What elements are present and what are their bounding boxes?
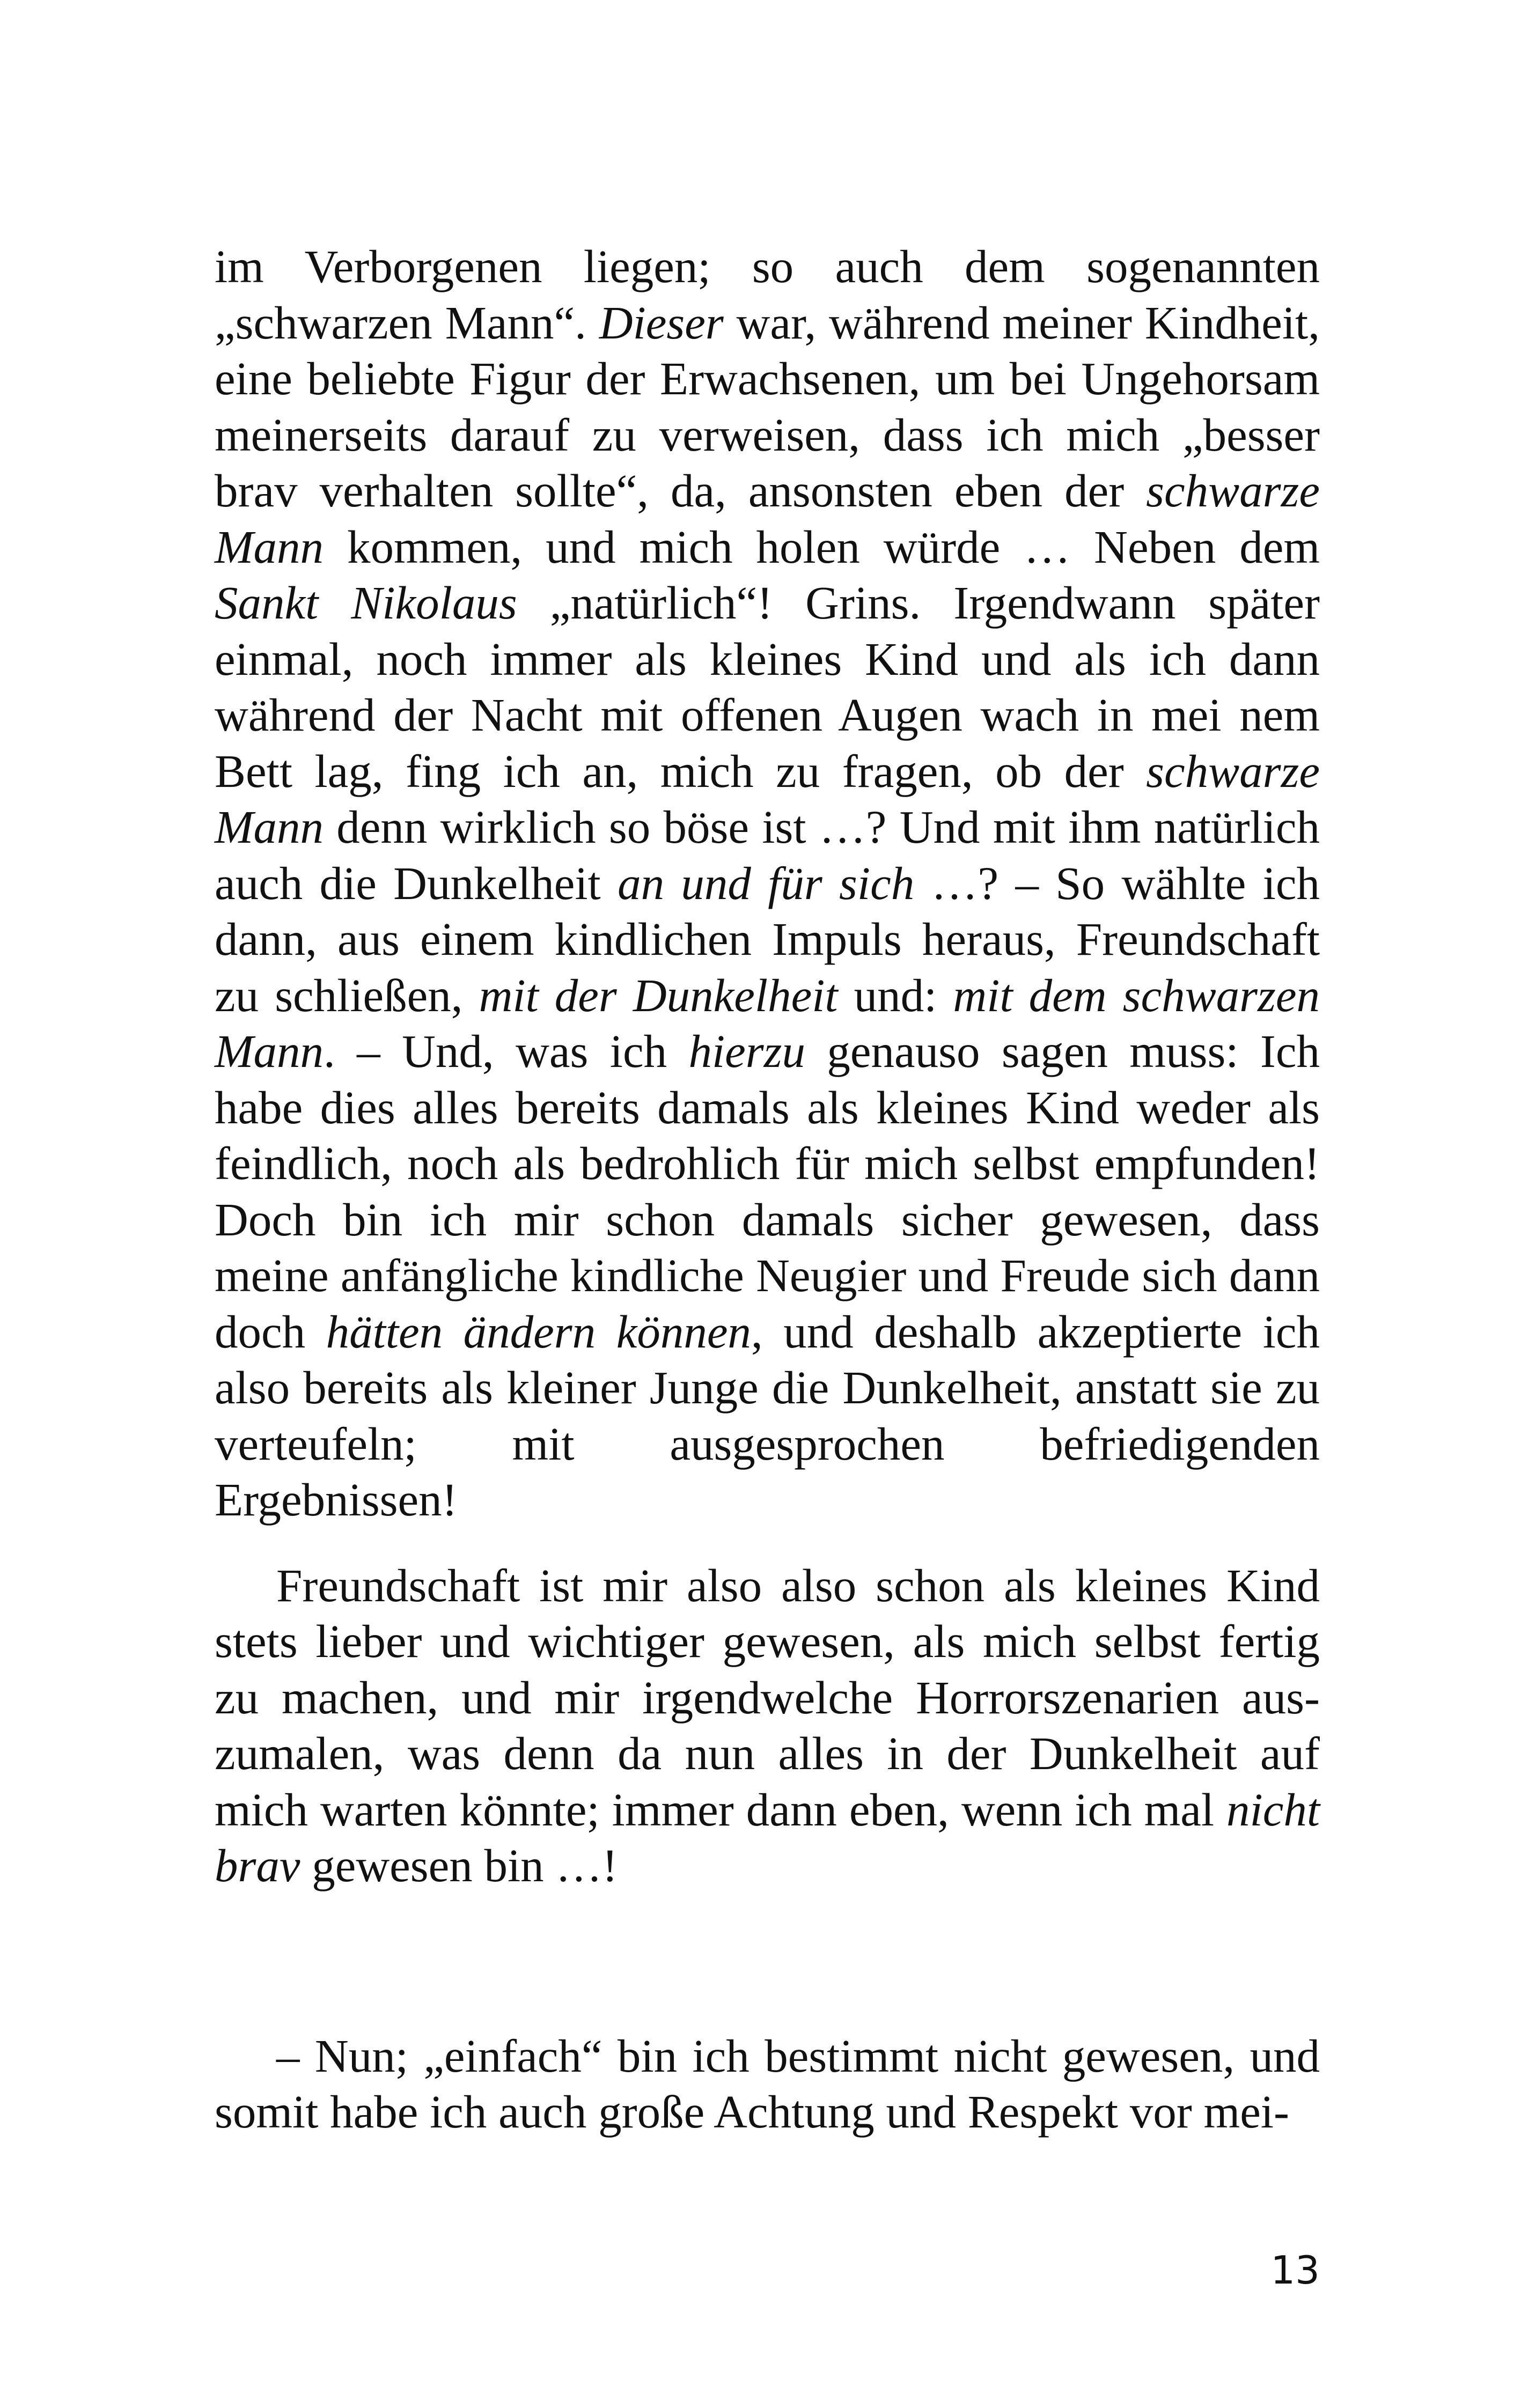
- text-segment: war, während meiner Kindheit, eine beliebte Figur der Erwachsenen, um bei Ungehorsam meinerseits darauf zu verweisen, dass ich mich „besser brav verhalten sollte“, da, ansonsten eben der: [215, 296, 1320, 517]
- text-segment: denn wirklich so böse ist …? Und mit ihm natürlich auch die Dunkelheit: [215, 801, 1320, 909]
- italic-text-segment: mit der Dunkelheit: [479, 969, 838, 1021]
- text-segment: – Nun; „einfach“ bin ich bestimmt nicht gewesen, und somit habe ich auch große Achtung und Respekt vor mei-: [215, 2029, 1320, 2138]
- italic-text-segment: hätten ändern können: [326, 1305, 751, 1358]
- paragraph: [215, 1558, 1320, 1894]
- paragraph: [215, 239, 1320, 1528]
- paragraph: [215, 2028, 1320, 2140]
- page-number: 13: [1270, 2248, 1320, 2293]
- book-page: [215, 239, 1320, 2140]
- text-segment: und:: [837, 969, 953, 1021]
- text-segment: im Verborgenen liegen; so auch dem sogenannten „schwarzen Mann“.: [215, 240, 1320, 349]
- italic-text-segment: schwarze Mann: [215, 745, 1320, 853]
- italic-text-segment: nicht brav: [215, 1783, 1320, 1891]
- text-segment: …? – So wählte ich dann, aus einem kindlichen Impuls heraus, Freundschaft zu schließen,: [215, 857, 1320, 1021]
- italic-text-segment: schwarze Mann: [215, 465, 1320, 573]
- text-segment: genauso sagen muss: Ich habe dies alles bereits damals als kleines Kind weder als feindlich, noch als bedrohlich für mich selbst empfunden! Doch bin ich mir schon damals sicher gewesen, dass meine anfängliche kindliche Neugier und Freude sich dann doch: [215, 1025, 1320, 1358]
- text-segment: Freundschaft ist mir also also schon als kleines Kind stets lieber und wichtiger gewesen, als mich selbst fertig zu machen, und mir irgendwelche Horrorszenarien auszumalen, was denn da nun alles in der Dunkelheit auf mich warten könnte; immer dann eben, wenn ich mal: [215, 1559, 1320, 1836]
- italic-text-segment: mit dem schwarzen Mann: [215, 969, 1320, 1077]
- text-segment: kommen, und mich holen würde … Neben dem: [323, 520, 1320, 573]
- italic-text-segment: an und für sich: [618, 857, 915, 909]
- text-segment: . – Und, was ich: [323, 1025, 689, 1077]
- text-segment: , und deshalb akzeptierte ich also bereits als kleiner Junge die Dunkelheit, anstatt sie zu verteufeln; mit ausgesprochen befriedigenden Ergebnissen!: [215, 1305, 1320, 1526]
- italic-text-segment: hierzu: [688, 1025, 805, 1077]
- text-segment: „natürlich“! Grins. Irgendwann später einmal, noch immer als kleines Kind und als ich dann während der Nacht mit offenen Augen wach in mei nem Bett lag, fing ich an, mich zu fragen, ob der: [215, 577, 1320, 797]
- italic-text-segment: Dieser: [599, 296, 724, 349]
- italic-text-segment: Sankt Nikolaus: [215, 577, 517, 629]
- text-segment: gewesen bin …!: [300, 1839, 618, 1891]
